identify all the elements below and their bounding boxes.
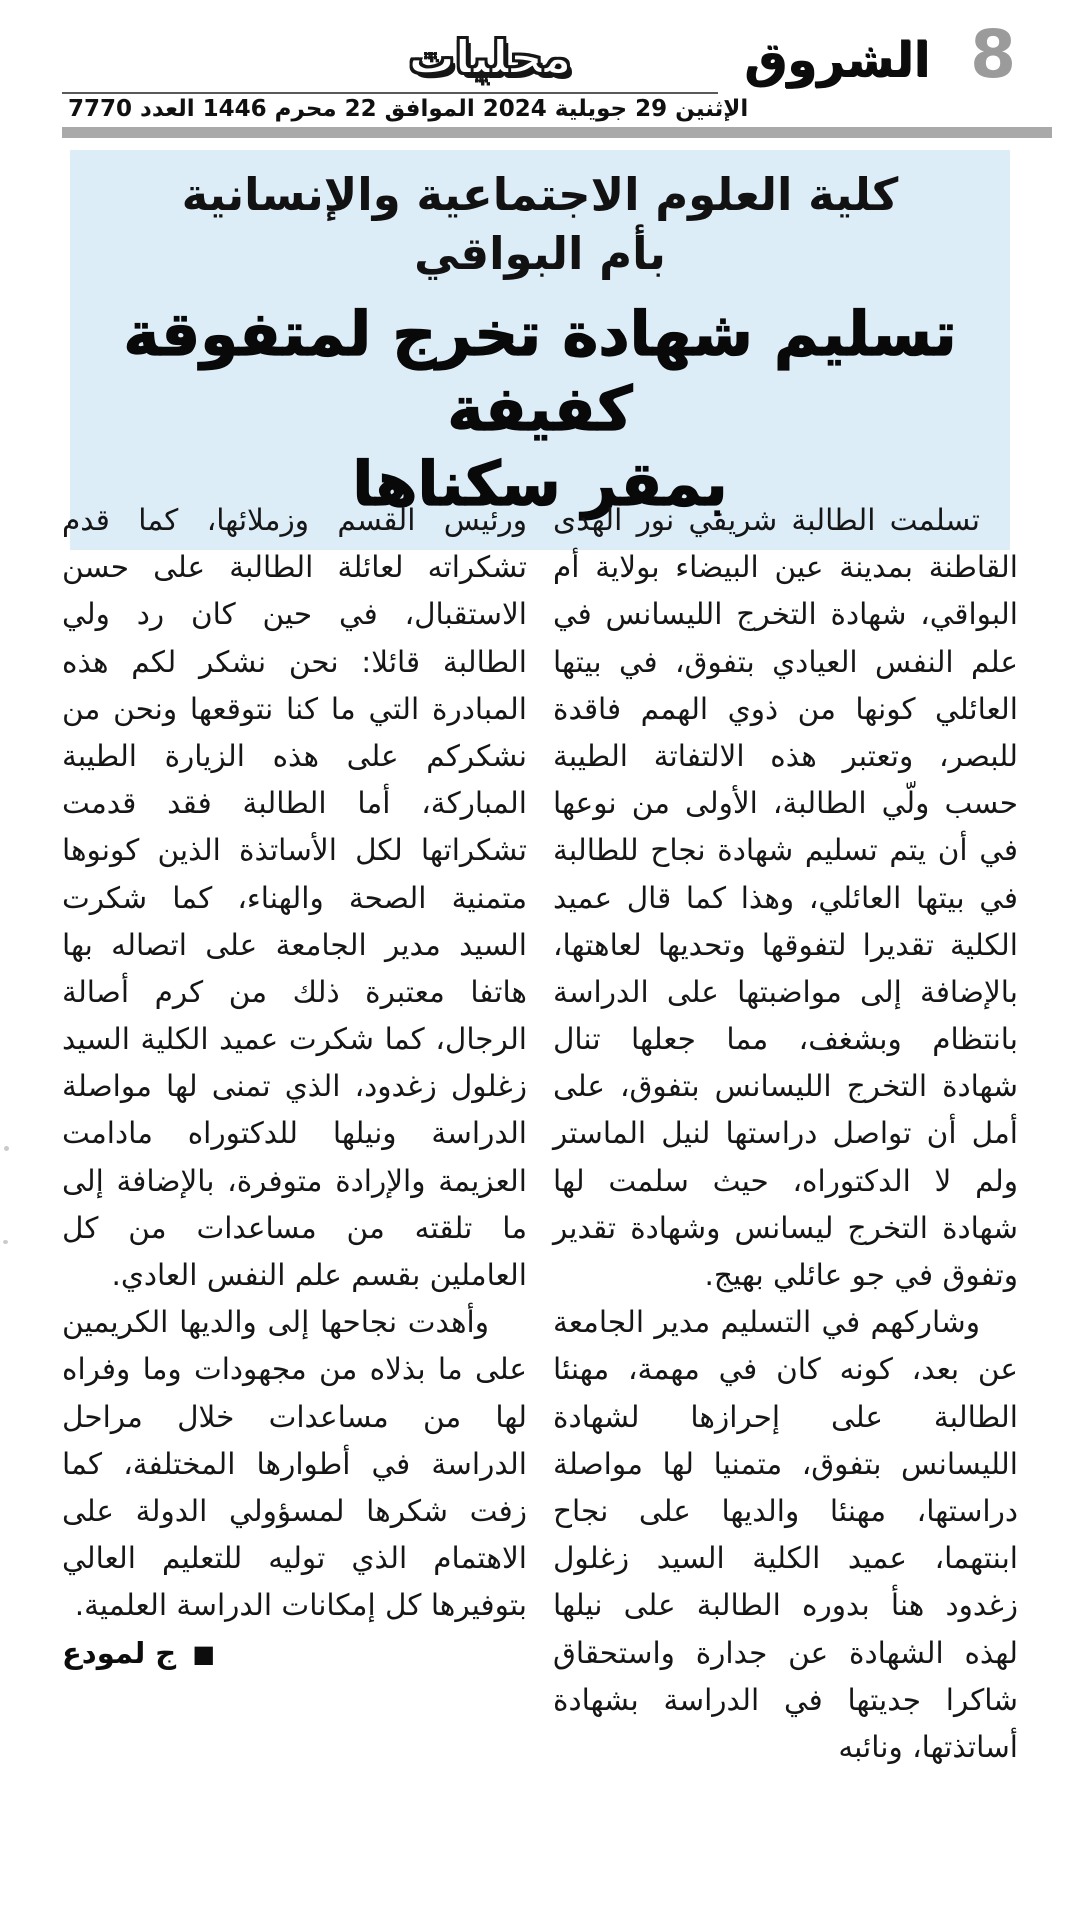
- article-paragraph: وشاركهم في التسليم مدير الجامعة عن بعد، كونه كان في مهمة، مهنئا الطالبة على إحرازها لشهادة الليسانس بتفوق، متمنيا لها مواصلة دراستها، مهنئا والديها على نجاح ابنتهما، عميد الكلية السيد زغلول زغدود هنأ بدوره الطالبة على نيلها لهذه الشهادة عن جدارة واستحقاق شاكرا جديتها في الدراسة بشهادة أساتذتها، ونائبه: [553, 1305, 1018, 1764]
- date-line: الإثنين 29 جويلية 2024 الموافق 22 محرم 1446 العدد 7770: [62, 96, 754, 129]
- newspaper-logo: الشروق: [744, 32, 930, 88]
- masthead-gray-bar: [62, 127, 1052, 138]
- headline-title-line1: تسليم شهادة تخرج لمتفوقة كفيفة: [123, 299, 957, 446]
- date-row: [62, 96, 1018, 129]
- headline-box: [70, 150, 1010, 550]
- headline-kicker-line2: بأم البواقي: [414, 226, 666, 280]
- masthead: [62, 0, 1018, 150]
- headline-title-line2: بمقر سكناها: [352, 449, 728, 521]
- article-body: [62, 497, 1018, 1771]
- byline-square-icon: ■: [192, 1640, 215, 1669]
- article-paragraph: وأهدت نجاحها إلى والديها الكريمين على ما بذلاه من مجهودات وما وفراه لها من مساعدات خلال مراحل الدراسة في أطوارها المختلفة، كما زفت شكرها لمسؤولي الدولة على الاهتمام الذي توليه للتعليم العالي بتوفيرها كل إمكانات الدراسة العلمية.: [62, 1305, 527, 1623]
- header-divider: [62, 92, 718, 94]
- page-number: 8: [970, 16, 1016, 93]
- scan-speck: [3, 1240, 8, 1244]
- scan-speck: [4, 1146, 9, 1151]
- headline-kicker-line1: كلية العلوم الاجتماعية والإنسانية: [181, 168, 899, 221]
- article-paragraph: ورئيس القسم وزملائها، كما قدم تشكراته لعائلة الطالبة على حسن الاستقبال، في حين كان رد ولي الطالبة قائلا: نحن نشكر لكم هذه المبادرة التي ما كنا نتوقعها ونحن من نشكركم على هذه الزيارة الطيبة المباركة، أما الطالبة فقد قدمت تشكراتها لكل الأساتذة الذين كونوها متمنية الصحة والهناء، كما شكرت السيد مدير الجامعة على اتصاله بها هاتفا معتبرة ذلك من كرم أصالة الرجال، كما شكرت عميد الكلية السيد زغلول زغدود، الذي تمنى لها مواصلة الدراسة ونيلها للدكتوراه مادامت العزيمة والإرادة متوفرة، بالإضافة إلى ما تلقته من مساعدات من كل العاملين بقسم علم النفس العادي.: [62, 503, 527, 1292]
- byline-author: ج لمودع: [62, 1635, 177, 1670]
- byline: [62, 1630, 527, 1676]
- page-content: [62, 0, 1018, 1915]
- section-title: محليات: [408, 30, 572, 84]
- article-column-left: [62, 497, 527, 1771]
- article-paragraph: تسلمت الطالبة شريفي نور الهدى القاطنة بمدينة عين البيضاء بولاية أم البواقي، شهادة التخرج الليسانس في علم النفس العيادي بتفوق، في بيتها العائلي كونها من ذوي الهمم فاقدة للبصر، وتعتبر هذه الالتفاتة الطيبة حسب ولّي الطالبة، الأولى من نوعها في أن يتم تسليم شهادة نجاح للطالبة في بيتها العائلي، وهذا كما قال عميد الكلية تقديرا لتفوقها وتحديها لعاهتها، بالإضافة إلى مواضبتها على الدراسة بانتظام وبشغف، مما جعلها تنال شهادة التخرج الليسانس بتفوق، على أمل أن تواصل دراستها لنيل الماستر ولم لا الدكتوراه، حيث سلمت لها شهادة التخرج ليسانس وشهادة تقدير وتفوق في جو عائلي بهيج.: [553, 503, 1018, 1292]
- article-column-right: [553, 497, 1018, 1771]
